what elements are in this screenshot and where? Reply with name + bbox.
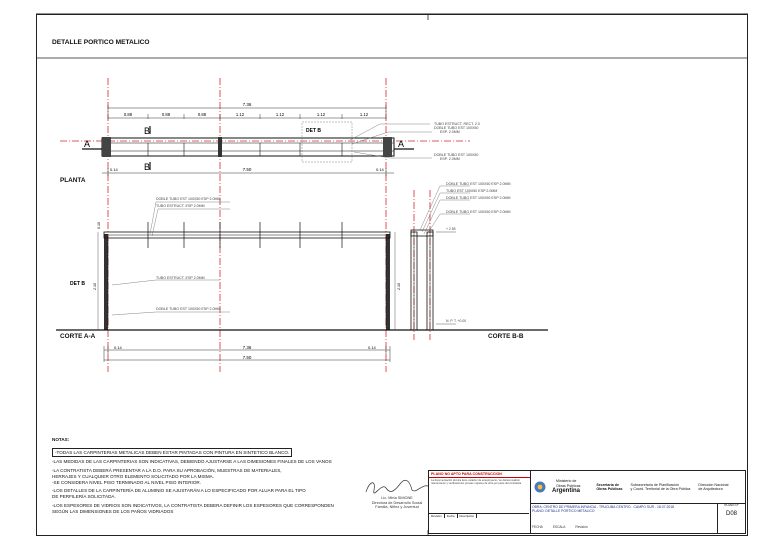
plan-callout-2b: ESP. 2.0MM: [440, 130, 460, 134]
plan-callout-1: TUBO ESTRUCT. RECT. 2.0: [434, 122, 480, 126]
notes-heading: NOTAS:: [52, 437, 70, 442]
plan-segment-dims: [124, 112, 369, 117]
project-name: OBRA: CENTRO DE PRIMERA INFANCIA - TRUCUBA CENTRO - CAMPO SUR - 18.07.2018: [532, 505, 674, 509]
section-b-callout: DOBLE TUBO EST 100X50 ESP 2.0MM: [446, 196, 511, 200]
plan-segment-dim: 0.88: [197, 112, 207, 117]
stamp-box: [429, 471, 531, 534]
plan-segment-dim: 0.88: [161, 112, 171, 117]
drawing-number-box: [717, 503, 745, 533]
title-block-lower: [530, 503, 745, 534]
signature-scribble: [360, 478, 434, 496]
drawing-name: PLANO: DETALLE PORTICO METALICO: [532, 509, 595, 514]
plan-section-b-top: B: [144, 126, 151, 136]
elevation-height-dim: 2.10: [93, 283, 97, 290]
section-b-level-floor: N. P. T. +0.00: [446, 319, 467, 323]
axis-lines: [60, 78, 470, 372]
stamp-text: La documentación técnica tiene carácter de anteproyecto / se deberá realizar relevamiento y verificaciones previas / ajustes de obra por parte del contratista: [431, 479, 522, 486]
plan-segment-dim: 0.88: [123, 112, 133, 117]
elevation-view: [56, 202, 548, 362]
elevation-dim-right: 0.14: [368, 345, 376, 350]
drawing-number: D08: [725, 511, 737, 517]
section-b-view: [411, 186, 470, 330]
date-scale-row: [532, 525, 588, 529]
argentina-logo: [530, 479, 592, 494]
elevation-det-label: DET B: [70, 281, 85, 287]
plan-callout-3a: DOBLE TUBO EST 100X50: [434, 153, 479, 157]
note-item: -TODAS LAS CARPINTERIAS METALICAS DEBEN ESTAR PINTADAS CON PINTURA EN SINTETICO BLANCO.: [52, 448, 292, 458]
plan-view-label: PLANTA: [60, 177, 86, 184]
plan-segment-dim: 1.12: [316, 112, 326, 117]
note-item: -LOS ESPESORES DE VIDRIOS SON INDICATIVOS, LA CONTRATISTA DEBERA DEFINIR LOS ESPESORES QUE CORRESPONDEN SEGÚN LAS DIMENSIONES DE LOS PAÑOS VIDRIADOS: [52, 502, 334, 514]
section-b-view-label: CORTE B-B: [488, 333, 524, 340]
subsecretaria-name: Subsecretaría de Planificación y Coord. Territorial de la Obra Pública: [630, 482, 691, 491]
plan-dim-left: 0.14: [110, 167, 118, 172]
signature-line2: Directora de Desarrollo Social: [371, 500, 423, 505]
plan-dim-total: 7.50: [242, 167, 252, 172]
elevation-dim-total: 7.50: [242, 355, 252, 360]
elevation-dim-left: 0.14: [114, 345, 122, 350]
plan-section-b-bottom: B: [144, 162, 151, 172]
plan-callout-3b: ESP. 2.0MM: [440, 157, 460, 161]
section-b-callout: TUBO EST 100X50 ESP 2.0MM: [446, 189, 498, 193]
revision-table-header: [429, 513, 529, 518]
section-b-level-top: + 2.55: [446, 227, 456, 231]
fecha-label: FECHA: [532, 525, 543, 529]
plan-det-label: DET B: [306, 128, 321, 134]
stamp-heading: PLANO NO APTO PARA CONSTRUCCION: [429, 471, 530, 478]
note-item: -LA CONTRATISTA DEBERÁ PRESENTAR A LA D.O. PARA SU APROBACIÓN, MUESTRAS DE MATERIALES, HERRAJES Y CUALQUIER OTRO ELEMENTO SOLICITADO POR LA MISMA. -SE CONSIDERA NIVEL PISO TERMINADO AL NIVEL PISO INTERIOR.: [52, 468, 282, 485]
direccion-name: Dirección Nacional de Arquitectura: [698, 482, 729, 491]
elevation-height-dim: 2.10: [397, 283, 401, 290]
plan-segment-dim: 1.12: [359, 112, 369, 117]
project-info: [532, 505, 717, 514]
institution-logos: [530, 471, 745, 504]
drawing-number-label: PLANO N°: [724, 503, 739, 507]
elevation-view-label: CORTE A-A: [60, 333, 96, 340]
plan-segment-dim: 1.12: [275, 112, 285, 117]
argentina-name: Argentina: [552, 487, 581, 494]
revision-col: Revisión: [429, 514, 445, 518]
elevation-callout-bot: DOBLE TUBO EST 100X50 ESP 2.0MM: [156, 307, 221, 311]
revision-col: Fecha: [445, 514, 458, 518]
title-block: [428, 470, 746, 534]
plan-view: [82, 105, 432, 176]
note-item: -LAS MEDIDAS DE LAS CARPINTERIAS SON INDICATIVAS, DEBIENDO AJUSTARSE A LAS DIMESIONES FINALES DE LOS VANOS: [52, 459, 332, 465]
elevation-height-dim: 0.10: [97, 222, 101, 229]
signature-block: [360, 478, 434, 510]
section-b-callout: DOBLE TUBO EST 100X50 ESP 2.0MM: [446, 210, 511, 214]
signature-name: Lic. Mirta SIMONE: [381, 496, 413, 500]
revision-col: Descripción: [458, 514, 478, 518]
revision-label: Revisión: [575, 525, 588, 529]
sheet-title: DETALLE PORTICO METALICO: [52, 39, 150, 46]
elevation-callout-top-b: TUBO ESTRUCT. ESP 2.0MM: [156, 204, 205, 208]
elevation-callout-top-a: DOBLE TUBO EST 100X50 ESP 2.0MM: [156, 197, 221, 201]
note-item: -LOS DETALLES DE LA CARPINTERÍA DE ALUMINIO SE AJUSTARÁN A LO ESPECIFICADO POR ALUAR PARA EL TIPO DE PERFILERÍA SOLICITADA.: [52, 488, 306, 500]
signature-line3: Familia, Niñez y Juventud: [375, 505, 419, 510]
plan-dim-right: 0.14: [376, 167, 384, 172]
plan-overall-dim: 7.36: [242, 102, 252, 107]
elevation-callout-mid: TUBO ESTRUCT. ESP 2.0MM: [156, 276, 205, 280]
plan-section-a-left: A: [84, 139, 91, 149]
plan-segment-dim: 1.12: [235, 112, 245, 117]
plan-callout-2a: DOBLE TUBO EST 100X50: [434, 126, 479, 130]
notes-block: [52, 437, 382, 517]
plan-section-a-right: A: [398, 139, 405, 149]
section-b-callout: DOBLE TUBO EST 100X50 ESP 2.0MM: [446, 182, 511, 186]
sun-emblem-icon: [534, 481, 546, 493]
escala-label: ESCALA: [552, 525, 566, 529]
elevation-dim-mid: 7.36: [242, 345, 252, 350]
ministry-name: Ministerio de Obras Públicas: [556, 479, 581, 488]
secretaria-name: Secretaría de Obras Públicas: [596, 482, 623, 491]
